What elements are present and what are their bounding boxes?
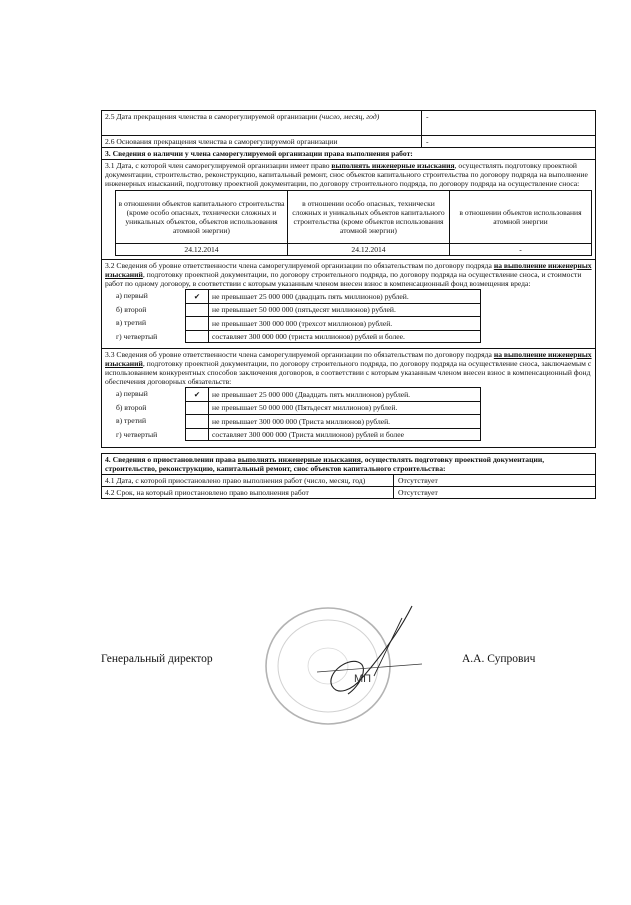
liability-level-row bbox=[102, 428, 595, 442]
liability-level-row bbox=[102, 387, 595, 401]
category-date: - bbox=[450, 243, 591, 255]
row-2-5-hint: (число, месяц, год) bbox=[319, 112, 380, 121]
level-check-cell bbox=[185, 303, 209, 317]
section-3-1 bbox=[101, 160, 596, 260]
level-check-cell bbox=[185, 414, 209, 428]
level-check-cell bbox=[185, 316, 209, 330]
row-4-1-value: Отсутствует bbox=[398, 476, 438, 485]
category-label: в отношении объектов использования атомной энергии bbox=[459, 208, 582, 226]
level-name: а) первый bbox=[116, 389, 148, 399]
membership-extract-table bbox=[101, 110, 596, 499]
section-4-title: 4. Сведения о приостановлении права выполнять инженерные изыскания, осуществлять подготовку проектной документации, строительство, реконструкцию, капитальный ремонт, снос объектов капитального строительства: bbox=[101, 453, 596, 475]
row-2-6-value: - bbox=[426, 137, 429, 146]
level-name: в) третий bbox=[116, 318, 147, 328]
level-name: в) третий bbox=[116, 416, 147, 426]
level-name: г) четвертый bbox=[116, 331, 158, 341]
category-column bbox=[450, 191, 591, 255]
object-categories-table bbox=[115, 190, 592, 256]
row-4-1-label: 4.1 Дата, с которой приостановлено право выполнения работ (число, месяц, год) bbox=[102, 475, 394, 486]
row-2-5 bbox=[101, 110, 596, 136]
row-2-5-label: 2.5 Дата прекращения членства в саморегулируемой организации bbox=[105, 112, 318, 121]
row-4-2 bbox=[101, 487, 596, 499]
category-column bbox=[116, 191, 288, 255]
work-type-emphasis: выполнять инженерные изыскания bbox=[331, 161, 455, 170]
section-3-2 bbox=[101, 260, 596, 349]
liability-level-row bbox=[102, 401, 595, 415]
checkmark-icon: ✔ bbox=[185, 289, 209, 303]
liability-level-row bbox=[102, 303, 595, 317]
category-date: 24.12.2014 bbox=[288, 243, 449, 255]
level-description: не превышает 300 000 000 (трехсот миллионов) рублей. bbox=[209, 316, 481, 330]
level-description: не превышает 50 000 000 (пятьдесят миллионов) рублей. bbox=[209, 303, 481, 317]
section-3-3 bbox=[101, 349, 596, 448]
row-2-6-label: 2.6 Основания прекращения членства в саморегулируемой организации bbox=[102, 136, 422, 147]
level-name: г) четвертый bbox=[116, 429, 158, 439]
category-date: 24.12.2014 bbox=[116, 243, 287, 255]
signatory-name: А.А. Супрович bbox=[462, 653, 536, 665]
work-type-emphasis: выполнять инженерные изыскания bbox=[237, 455, 361, 464]
level-check-cell bbox=[185, 428, 209, 442]
level-check-cell bbox=[185, 330, 209, 344]
row-2-6 bbox=[101, 136, 596, 148]
level-description: не превышает 300 000 000 (Триста миллионов) рублей. bbox=[209, 414, 481, 428]
section-3-2-text: 3.2 Сведения об уровне ответственности члена саморегулируемой организации по обязательствам по договору подряда на выполнение инженерных изысканий, подготовку проектной документации, по договору строительного подряда, по договору подряда на осуществление сноса, и стоимости работ по одному договору, в соответствии с которым указанным членом внесен взнос в компенсационный фонд возмещения вреда: bbox=[105, 261, 592, 288]
section-3-title: 3. Сведения о наличии у члена саморегулируемой организации права выполнения работ: bbox=[101, 148, 596, 160]
category-column bbox=[288, 191, 450, 255]
level-description: не превышает 25 000 000 (двадцать пять миллионов) рублей. bbox=[209, 289, 481, 303]
level-name: б) второй bbox=[116, 402, 147, 412]
checkmark-icon: ✔ bbox=[185, 387, 209, 401]
level-name: а) первый bbox=[116, 291, 148, 301]
row-4-2-label: 4.2 Срок, на который приостановлено право выполнения работ bbox=[102, 487, 394, 498]
level-name: б) второй bbox=[116, 304, 147, 314]
work-type-emphasis: на выполнение инженерных изысканий bbox=[105, 261, 592, 279]
liability-level-row bbox=[102, 316, 595, 330]
signatory-position: Генеральный директор bbox=[101, 653, 213, 665]
liability-level-row bbox=[102, 289, 595, 303]
liability-level-row bbox=[102, 330, 595, 344]
category-label: в отношении особо опасных, технически сложных и уникальных объектов капитального строительства (кроме объектов использования атомной энергии) bbox=[292, 199, 445, 235]
section-3-3-text: 3.3 Сведения об уровне ответственности члена саморегулируемой организации по обязательствам по договору подряда на выполнение инженерных изысканий, подготовку проектной документации, по договору строительного подряда, по договору подряда на осуществление сноса, заключаемым с использованием конкурентных способов заключения договоров, в соответствии с которым указанным членом внесен взнос в компенсационный фонд обеспечения договорных обязательств: bbox=[105, 350, 592, 386]
category-label: в отношении объектов капитального строительства (кроме особо опасных, технически сложных и уникальных объектов, объектов использования атомной энергии) bbox=[118, 199, 285, 235]
section-3-1-text: 3.1 Дата, с которой член саморегулируемой организации имеет право выполнять инженерные изыскания, осуществлять подготовку проектной документации, строительство, реконструкцию, капитальный ремонт, снос объектов капитального строительства по договору подряда на выполнение инженерных изысканий, подготовку проектной документации, по договору строительного подряда, по договору подряда на осуществление сноса: bbox=[105, 161, 588, 188]
stamp-label: МП bbox=[354, 673, 372, 685]
level-description: не превышает 25 000 000 (Двадцать пять миллионов) рублей. bbox=[209, 387, 481, 401]
row-4-1 bbox=[101, 475, 596, 487]
level-description: составляет 300 000 000 (триста миллионов) рублей и более. bbox=[209, 330, 481, 344]
row-4-2-value: Отсутствует bbox=[398, 488, 438, 497]
row-2-5-value: - bbox=[426, 112, 429, 121]
level-check-cell bbox=[185, 401, 209, 415]
liability-level-row bbox=[102, 414, 595, 428]
seal-stamp-icon bbox=[262, 600, 462, 740]
level-description: не превышает 50 000 000 (Пятьдесят миллионов) рублей. bbox=[209, 401, 481, 415]
work-type-emphasis: на выполнение инженерных изысканий bbox=[105, 350, 592, 368]
level-description: составляет 300 000 000 (Триста миллионов) рублей и более bbox=[209, 428, 481, 442]
